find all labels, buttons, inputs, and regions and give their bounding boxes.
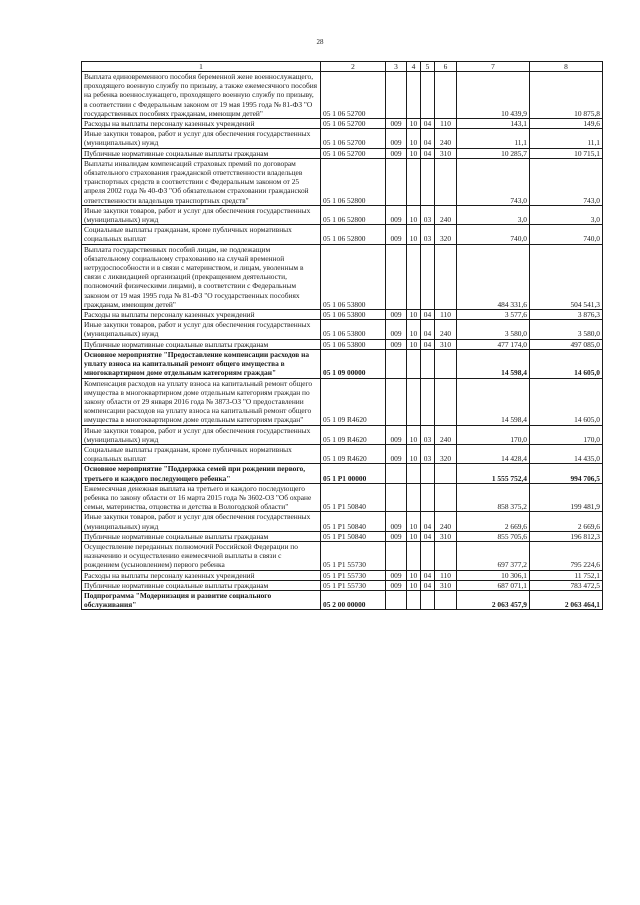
row-name: Компенсация расходов на уплату взноса на капитальный ремонт общего имущества в многоквартирном доме отдельным категориям граждан по закону области от 29 января 2016 года № 3873-ОЗ "О предоставлении компенсации расходов на уплату взноса на капитальный ремонт общего имущества в многоквартирном доме отдельным категориям граждан" (82, 378, 321, 425)
row-code: 05 1 06 52700 (321, 119, 386, 129)
row-name: Публичные нормативные социальные выплаты гражданам (82, 339, 321, 349)
row-expense-type: 310 (435, 580, 457, 590)
row-code: 05 1 P1 55730 (321, 541, 386, 570)
row-department: 009 (386, 580, 407, 590)
row-section: 10 (407, 129, 421, 148)
row-name: Публичные нормативные социальные выплаты гражданам (82, 148, 321, 158)
row-value-year-2: 3 876,3 (530, 310, 603, 320)
row-value-year-1: 14 598,4 (457, 378, 530, 425)
row-expense-type: 240 (435, 320, 457, 339)
row-value-year-1: 697 377,2 (457, 541, 530, 570)
row-section: 10 (407, 444, 421, 463)
row-value-year-2: 994 706,5 (530, 464, 603, 483)
row-department: 009 (386, 148, 407, 158)
row-expense-type: 320 (435, 225, 457, 244)
row-value-year-2: 149,6 (530, 119, 603, 129)
row-value-year-1: 477 174,0 (457, 339, 530, 349)
row-code: 05 2 00 00000 (321, 590, 386, 609)
row-subsection: 03 (421, 444, 435, 463)
row-department: 009 (386, 531, 407, 541)
row-subsection: 03 (421, 205, 435, 224)
table-row (82, 225, 603, 244)
table-row (82, 349, 603, 378)
row-value-year-2: 504 541,3 (530, 244, 603, 309)
row-name: Иные закупки товаров, работ и услуг для обеспечения государственных (муниципальных) нужд (82, 205, 321, 224)
row-department: 009 (386, 129, 407, 148)
row-subsection: 04 (421, 580, 435, 590)
row-section (407, 72, 421, 119)
table-row (82, 531, 603, 541)
row-expense-type (435, 378, 457, 425)
row-value-year-2: 14 605,0 (530, 349, 603, 378)
row-subsection: 04 (421, 531, 435, 541)
row-value-year-2: 3,0 (530, 205, 603, 224)
row-code: 05 1 09 00000 (321, 349, 386, 378)
row-value-year-1: 484 331,6 (457, 244, 530, 309)
row-subsection (421, 244, 435, 309)
row-department (386, 72, 407, 119)
row-code: 05 1 06 52800 (321, 225, 386, 244)
header-col-6: 6 (435, 62, 457, 72)
row-value-year-1: 14 598,4 (457, 349, 530, 378)
row-code: 05 1 06 52800 (321, 158, 386, 205)
table-row (82, 541, 603, 570)
row-expense-type (435, 464, 457, 483)
header-col-4: 4 (407, 62, 421, 72)
table-row (82, 148, 603, 158)
row-name: Социальные выплаты гражданам, кроме публичных нормативных социальных выплат (82, 225, 321, 244)
row-section: 10 (407, 570, 421, 580)
row-section (407, 541, 421, 570)
row-department (386, 244, 407, 309)
row-value-year-1: 2 669,6 (457, 512, 530, 531)
row-subsection (421, 590, 435, 609)
table-row (82, 119, 603, 129)
row-name: Расходы на выплаты персоналу казенных учреждений (82, 570, 321, 580)
budget-table (81, 61, 603, 610)
row-section: 10 (407, 119, 421, 129)
row-section (407, 158, 421, 205)
row-section: 10 (407, 148, 421, 158)
row-name: Основное мероприятие "Предоставление компенсации расходов на уплату взноса на капитальный ремонт общего имущества в многоквартирном доме отдельным категориям граждан" (82, 349, 321, 378)
row-section: 10 (407, 531, 421, 541)
row-section (407, 378, 421, 425)
row-value-year-2: 740,0 (530, 225, 603, 244)
row-name: Выплата единовременного пособия беременной жене военнослужащего, проходящего военную службу по призыву, а также ежемесячного пособия на ребенка военнослужащего, проходящего военную службу по призыву, в соответствии с Федеральным законом от 19 мая 1995 года № 81-ФЗ "О государственных пособиях гражданам, имеющим детей" (82, 72, 321, 119)
row-expense-type: 320 (435, 444, 457, 463)
row-expense-type (435, 483, 457, 512)
row-name: Ежемесячная денежная выплата на третьего и каждого последующего ребенка по закону области от 16 марта 2015 года № 3602-ОЗ "Об охране семьи, материнства, отцовства и детства в Вологодской области" (82, 483, 321, 512)
row-code: 05 1 P1 00000 (321, 464, 386, 483)
row-expense-type (435, 158, 457, 205)
row-code: 05 1 06 53800 (321, 339, 386, 349)
row-department: 009 (386, 339, 407, 349)
row-subsection: 04 (421, 320, 435, 339)
row-name: Выплаты инвалидам компенсаций страховых премий по договорам обязательного страхования гражданской ответственности владельцев транспортных средств в соответствии с Федеральным законом от 25 апреля 2002 года № 40-ФЗ "Об обязательном страховании гражданской ответственности владельцев транспортных средств" (82, 158, 321, 205)
row-section (407, 349, 421, 378)
row-section (407, 590, 421, 609)
row-value-year-1: 14 428,4 (457, 444, 530, 463)
row-value-year-1: 3 577,6 (457, 310, 530, 320)
table-row (82, 378, 603, 425)
row-expense-type (435, 72, 457, 119)
row-value-year-2: 10 875,8 (530, 72, 603, 119)
row-code: 05 1 P1 55730 (321, 580, 386, 590)
row-value-year-2: 795 224,6 (530, 541, 603, 570)
header-col-7: 7 (457, 62, 530, 72)
row-department: 009 (386, 425, 407, 444)
row-department (386, 158, 407, 205)
row-name: Выплата государственных пособий лицам, не подлежащим обязательному социальному страхованию на случай временной нетрудоспособности и в связи с материнством, и лицам, уволенным в связи с ликвидацией организаций (прекращением деятельности, полномочий физическими лицами), в соответствии с Федеральным законом от 19 мая 1995 года № 81-ФЗ "О государственных пособиях гражданам, имеющим детей" (82, 244, 321, 309)
row-department (386, 483, 407, 512)
row-code: 05 1 P1 55730 (321, 570, 386, 580)
row-value-year-1: 858 375,2 (457, 483, 530, 512)
table-row (82, 425, 603, 444)
row-name: Расходы на выплаты персоналу казенных учреждений (82, 119, 321, 129)
row-name: Иные закупки товаров, работ и услуг для обеспечения государственных (муниципальных) нужд (82, 512, 321, 531)
row-section: 10 (407, 205, 421, 224)
row-value-year-1: 10 285,7 (457, 148, 530, 158)
row-expense-type: 310 (435, 531, 457, 541)
row-expense-type (435, 541, 457, 570)
row-expense-type: 110 (435, 570, 457, 580)
row-value-year-2: 3 580,0 (530, 320, 603, 339)
row-code: 05 1 09 R4620 (321, 444, 386, 463)
row-code: 05 1 P1 50840 (321, 483, 386, 512)
table-row (82, 512, 603, 531)
row-subsection: 04 (421, 339, 435, 349)
row-name: Осуществление переданных полномочий Российской Федерации по назначению и осуществлению ежемесячной выплаты в связи с рождением (усыновлением) первого ребенка (82, 541, 321, 570)
row-department: 009 (386, 310, 407, 320)
table-row (82, 72, 603, 119)
row-code: 05 1 06 53800 (321, 310, 386, 320)
row-department (386, 541, 407, 570)
row-section (407, 244, 421, 309)
row-subsection (421, 72, 435, 119)
row-value-year-1: 1 555 752,4 (457, 464, 530, 483)
row-value-year-1: 10 306,1 (457, 570, 530, 580)
row-subsection (421, 541, 435, 570)
row-value-year-2: 783 472,5 (530, 580, 603, 590)
row-value-year-2: 14 435,0 (530, 444, 603, 463)
row-code: 05 1 06 52700 (321, 148, 386, 158)
table-header-row (82, 62, 603, 72)
row-subsection (421, 378, 435, 425)
row-name: Социальные выплаты гражданам, кроме публичных нормативных социальных выплат (82, 444, 321, 463)
row-value-year-1: 855 705,6 (457, 531, 530, 541)
row-value-year-1: 170,0 (457, 425, 530, 444)
table-row (82, 570, 603, 580)
row-expense-type (435, 244, 457, 309)
row-expense-type: 240 (435, 512, 457, 531)
row-value-year-1: 3,0 (457, 205, 530, 224)
row-section: 10 (407, 580, 421, 590)
row-name: Иные закупки товаров, работ и услуг для обеспечения государственных (муниципальных) нужд (82, 320, 321, 339)
row-value-year-1: 687 071,1 (457, 580, 530, 590)
table-row (82, 129, 603, 148)
row-expense-type: 240 (435, 205, 457, 224)
row-value-year-1: 11,1 (457, 129, 530, 148)
row-code: 05 1 06 52700 (321, 129, 386, 148)
table-row (82, 483, 603, 512)
row-subsection: 04 (421, 512, 435, 531)
row-expense-type: 240 (435, 425, 457, 444)
row-code: 05 1 P1 50840 (321, 512, 386, 531)
row-expense-type: 310 (435, 339, 457, 349)
row-name: Подпрограмма "Модернизация и развитие социального обслуживания" (82, 590, 321, 609)
row-value-year-2: 743,0 (530, 158, 603, 205)
row-subsection: 04 (421, 119, 435, 129)
header-col-1: 1 (82, 62, 321, 72)
row-code: 05 1 06 52700 (321, 72, 386, 119)
row-name: Иные закупки товаров, работ и услуг для обеспечения государственных (муниципальных) нужд (82, 425, 321, 444)
row-name: Расходы на выплаты персоналу казенных учреждений (82, 310, 321, 320)
row-department: 009 (386, 320, 407, 339)
row-value-year-2: 11 752,1 (530, 570, 603, 580)
table-row (82, 464, 603, 483)
row-subsection: 04 (421, 148, 435, 158)
row-department: 009 (386, 119, 407, 129)
row-name: Иные закупки товаров, работ и услуг для обеспечения государственных (муниципальных) нужд (82, 129, 321, 148)
row-section: 10 (407, 320, 421, 339)
row-subsection: 04 (421, 129, 435, 148)
row-subsection: 03 (421, 225, 435, 244)
table-row (82, 580, 603, 590)
row-subsection (421, 464, 435, 483)
row-subsection: 04 (421, 570, 435, 580)
row-department: 009 (386, 225, 407, 244)
row-value-year-2: 2 063 464,1 (530, 590, 603, 609)
row-value-year-2: 196 812,3 (530, 531, 603, 541)
row-section: 10 (407, 339, 421, 349)
row-subsection (421, 483, 435, 512)
row-department: 009 (386, 205, 407, 224)
row-department: 009 (386, 570, 407, 580)
row-expense-type (435, 349, 457, 378)
row-value-year-2: 14 605,0 (530, 378, 603, 425)
row-expense-type: 110 (435, 119, 457, 129)
header-col-8: 8 (530, 62, 603, 72)
header-col-3: 3 (386, 62, 407, 72)
row-department (386, 590, 407, 609)
table-row (82, 205, 603, 224)
row-name: Основное мероприятие "Поддержка семей при рождении первого, третьего и каждого последующего ребенка" (82, 464, 321, 483)
row-expense-type: 110 (435, 310, 457, 320)
row-value-year-1: 3 580,0 (457, 320, 530, 339)
row-value-year-2: 10 715,1 (530, 148, 603, 158)
row-value-year-1: 10 439,9 (457, 72, 530, 119)
row-value-year-1: 743,0 (457, 158, 530, 205)
header-col-5: 5 (421, 62, 435, 72)
row-value-year-2: 199 481,9 (530, 483, 603, 512)
table-row (82, 320, 603, 339)
table-row (82, 444, 603, 463)
row-subsection: 03 (421, 425, 435, 444)
row-department: 009 (386, 444, 407, 463)
row-department: 009 (386, 512, 407, 531)
row-section: 10 (407, 225, 421, 244)
row-value-year-2: 497 085,0 (530, 339, 603, 349)
row-value-year-1: 2 063 457,9 (457, 590, 530, 609)
row-subsection: 04 (421, 310, 435, 320)
row-department (386, 378, 407, 425)
row-subsection (421, 349, 435, 378)
row-section: 10 (407, 310, 421, 320)
row-department (386, 349, 407, 378)
row-value-year-2: 11,1 (530, 129, 603, 148)
row-subsection (421, 158, 435, 205)
row-name: Публичные нормативные социальные выплаты гражданам (82, 580, 321, 590)
table-row (82, 310, 603, 320)
row-section: 10 (407, 512, 421, 531)
row-code: 05 1 06 52800 (321, 205, 386, 224)
row-code: 05 1 09 R4620 (321, 378, 386, 425)
row-code: 05 1 06 53800 (321, 320, 386, 339)
row-expense-type: 310 (435, 148, 457, 158)
table-row (82, 158, 603, 205)
row-value-year-1: 143,1 (457, 119, 530, 129)
table-row (82, 339, 603, 349)
row-section: 10 (407, 425, 421, 444)
row-code: 05 1 P1 50840 (321, 531, 386, 541)
row-section (407, 483, 421, 512)
header-col-2: 2 (321, 62, 386, 72)
row-code: 05 1 09 R4620 (321, 425, 386, 444)
row-department (386, 464, 407, 483)
row-section (407, 464, 421, 483)
row-expense-type: 240 (435, 129, 457, 148)
table-row (82, 244, 603, 309)
row-value-year-2: 2 669,6 (530, 512, 603, 531)
row-code: 05 1 06 53800 (321, 244, 386, 309)
table-row (82, 590, 603, 609)
page-number: 28 (316, 38, 324, 46)
row-value-year-2: 170,0 (530, 425, 603, 444)
row-expense-type (435, 590, 457, 609)
row-value-year-1: 740,0 (457, 225, 530, 244)
row-name: Публичные нормативные социальные выплаты гражданам (82, 531, 321, 541)
